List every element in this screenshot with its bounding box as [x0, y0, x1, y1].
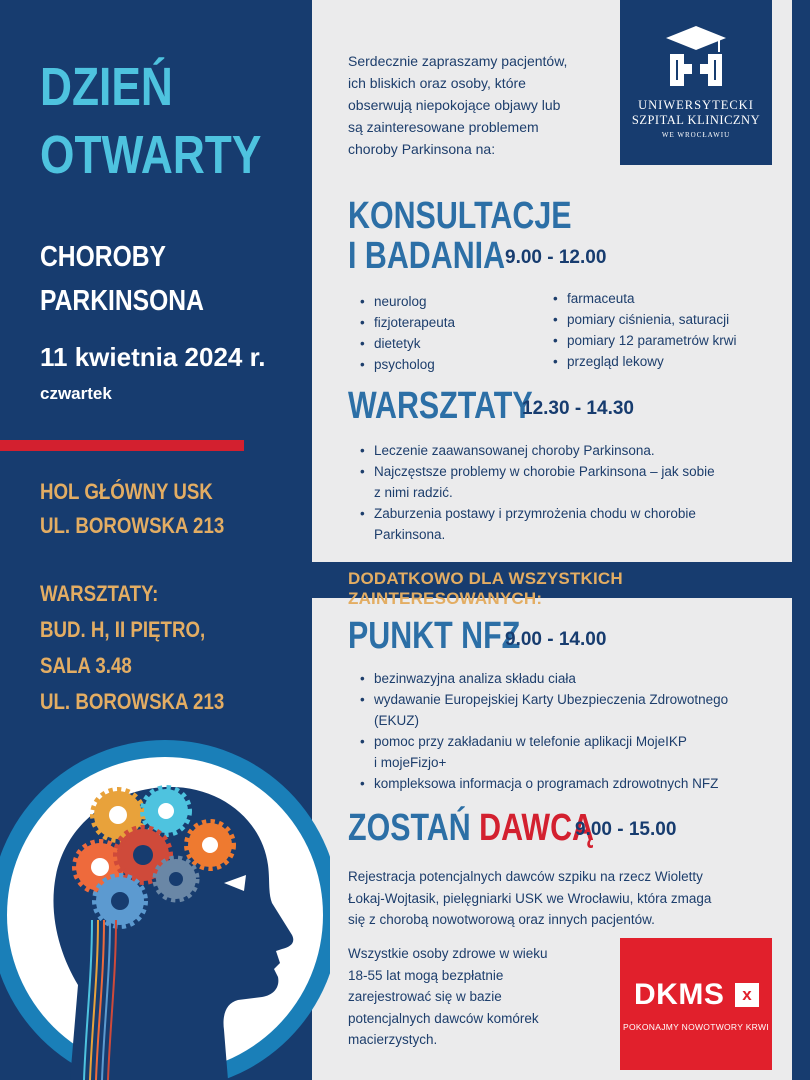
- donor-paragraph-1: [348, 866, 778, 931]
- donor-paragraph-2: [348, 943, 608, 1051]
- intro-line: są zainteresowane problemem: [348, 119, 539, 135]
- list-item-text: Parkinsona.: [374, 527, 446, 542]
- list-item-text: pomoc przy zakładaniu w telefonie aplikacji MojeIKP: [374, 734, 687, 749]
- donor-time: 9.00 - 15.00: [575, 819, 677, 840]
- consultations-list-right: [553, 288, 737, 372]
- list-item-text: wydawanie Europejskiej Karty Ubezpieczenia Zdrowotnego: [374, 692, 729, 707]
- list-item-text: i mojeFizjo+: [374, 755, 447, 770]
- donor-heading-part-2: DAWCĄ: [479, 807, 595, 849]
- list-item: • psycholog: [360, 354, 455, 375]
- list-item: • pomiary 12 parametrów krwi: [553, 330, 737, 351]
- paragraph-line: macierzystych.: [348, 1032, 438, 1047]
- event-weekday: czwartek: [40, 384, 112, 403]
- workshops-heading: WARSZTATY: [348, 385, 533, 427]
- hospital-emblem-icon: [664, 24, 728, 90]
- logo-text-line-1: UNIWERSYTECKI: [638, 98, 754, 112]
- consultations-heading-line-2: I BADANIA: [348, 235, 506, 277]
- list-item: • neurolog: [360, 291, 455, 312]
- location-line-1: HOL GŁÓWNY USK: [40, 479, 213, 504]
- consultations-time: 9.00 - 12.00: [505, 247, 607, 268]
- workshops-location-line-2: BUD. H, II PIĘTRO,: [40, 617, 206, 642]
- nfz-time: 9.00 - 14.00: [505, 629, 607, 650]
- list-item: [360, 731, 780, 773]
- list-item-text: bezinwazyjna analiza składu ciała: [374, 671, 576, 686]
- list-item: • fizjoterapeuta: [360, 312, 455, 333]
- paragraph-line: Wszystkie osoby zdrowe w wieku: [348, 946, 548, 961]
- intro-line: obserwują niepokojące objawy lub: [348, 97, 561, 113]
- list-item-text: Leczenie zaawansowanej choroby Parkinsona.: [374, 443, 655, 458]
- list-item: • farmaceuta: [553, 288, 737, 309]
- workshops-list: [360, 440, 780, 545]
- intro-line: Serdecznie zapraszamy pacjentów,: [348, 53, 568, 69]
- paragraph-line: Rejestracja potencjalnych dawców szpiku na rzecz Wioletty: [348, 869, 703, 884]
- nfz-heading: PUNKT NFZ: [348, 615, 521, 657]
- workshops-location-line-3: SALA 3.48: [40, 653, 132, 678]
- head-gears-illustration: [0, 715, 330, 1080]
- list-item-text: z nimi radzić.: [374, 485, 453, 500]
- list-item: [360, 689, 780, 731]
- list-item: [360, 503, 780, 545]
- paragraph-line: 18-55 lat mogą bezpłatnie: [348, 967, 504, 983]
- donor-heading-part-1: ZOSTAŃ: [348, 807, 471, 849]
- dkms-tagline: POKONAJMY NOWOTWORY KRWI: [623, 1022, 769, 1032]
- intro-line: choroby Parkinsona na:: [348, 141, 496, 157]
- right-edge-strip: [792, 0, 810, 1080]
- title-line-1: DZIEŃ: [40, 57, 173, 117]
- paragraph-line: Łokaj-Wojtasik, pielęgniarki USK we Wrocławiu, która zmaga: [348, 890, 712, 906]
- title-line-2: OTWARTY: [40, 125, 262, 185]
- list-item: • przegląd lekowy: [553, 351, 737, 372]
- workshops-time: 12.30 - 14.30: [522, 398, 634, 419]
- list-item: • dietetyk: [360, 333, 455, 354]
- intro-text: [348, 50, 618, 160]
- list-item-text: Zaburzenia postawy i przymrożenia chodu w chorobie: [374, 506, 696, 521]
- list-item: [360, 440, 780, 461]
- consultations-list-left: [360, 291, 455, 375]
- hospital-logo: [620, 0, 772, 165]
- red-divider: [0, 440, 244, 451]
- dkms-logo: [620, 938, 772, 1070]
- paragraph-line: się z chorobą nowotworową oraz innych pacjentów.: [348, 912, 655, 927]
- workshops-location-line-4: UL. BOROWSKA 213: [40, 689, 225, 714]
- logo-text-line-2: SZPITAL KLINICZNY: [631, 113, 761, 127]
- subtitle-line-1: CHOROBY: [40, 241, 166, 273]
- logo-text-line-3: WE WROCŁAWIU: [661, 131, 731, 139]
- consultations-heading-line-1: KONSULTACJE: [348, 195, 572, 237]
- subtitle-line-2: PARKINSONA: [40, 285, 204, 317]
- dkms-x-icon: x: [735, 983, 759, 1007]
- list-item: • pomiary ciśnienia, saturacji: [553, 309, 737, 330]
- paragraph-line: zarejestrować się w bazie: [348, 989, 502, 1004]
- list-item-text: (EKUZ): [374, 713, 419, 728]
- event-date: 11 kwietnia 2024 r.: [40, 342, 266, 372]
- location-line-2: UL. BOROWSKA 213: [40, 513, 225, 538]
- nfz-list: [360, 668, 780, 794]
- intro-line: ich bliskich oraz osoby, które: [348, 75, 526, 91]
- donor-heading: [348, 808, 594, 848]
- paragraph-line: potencjalnych dawców komórek: [348, 1010, 539, 1026]
- dkms-wordmark: DKMS: [634, 978, 725, 1011]
- list-item: [360, 461, 780, 503]
- list-item-text: kompleksowa informacja o programach zdrowotnych NFZ: [374, 776, 719, 791]
- list-item: [360, 773, 780, 794]
- list-item: [360, 668, 780, 689]
- additional-band-text: DODATKOWO DLA WSZYSTKICH ZAINTERESOWANYCH:: [348, 569, 623, 608]
- workshops-location-line-1: WARSZTATY:: [40, 581, 159, 606]
- list-item-text: Najczęstsze problemy w chorobie Parkinsona – jak sobie: [374, 464, 715, 479]
